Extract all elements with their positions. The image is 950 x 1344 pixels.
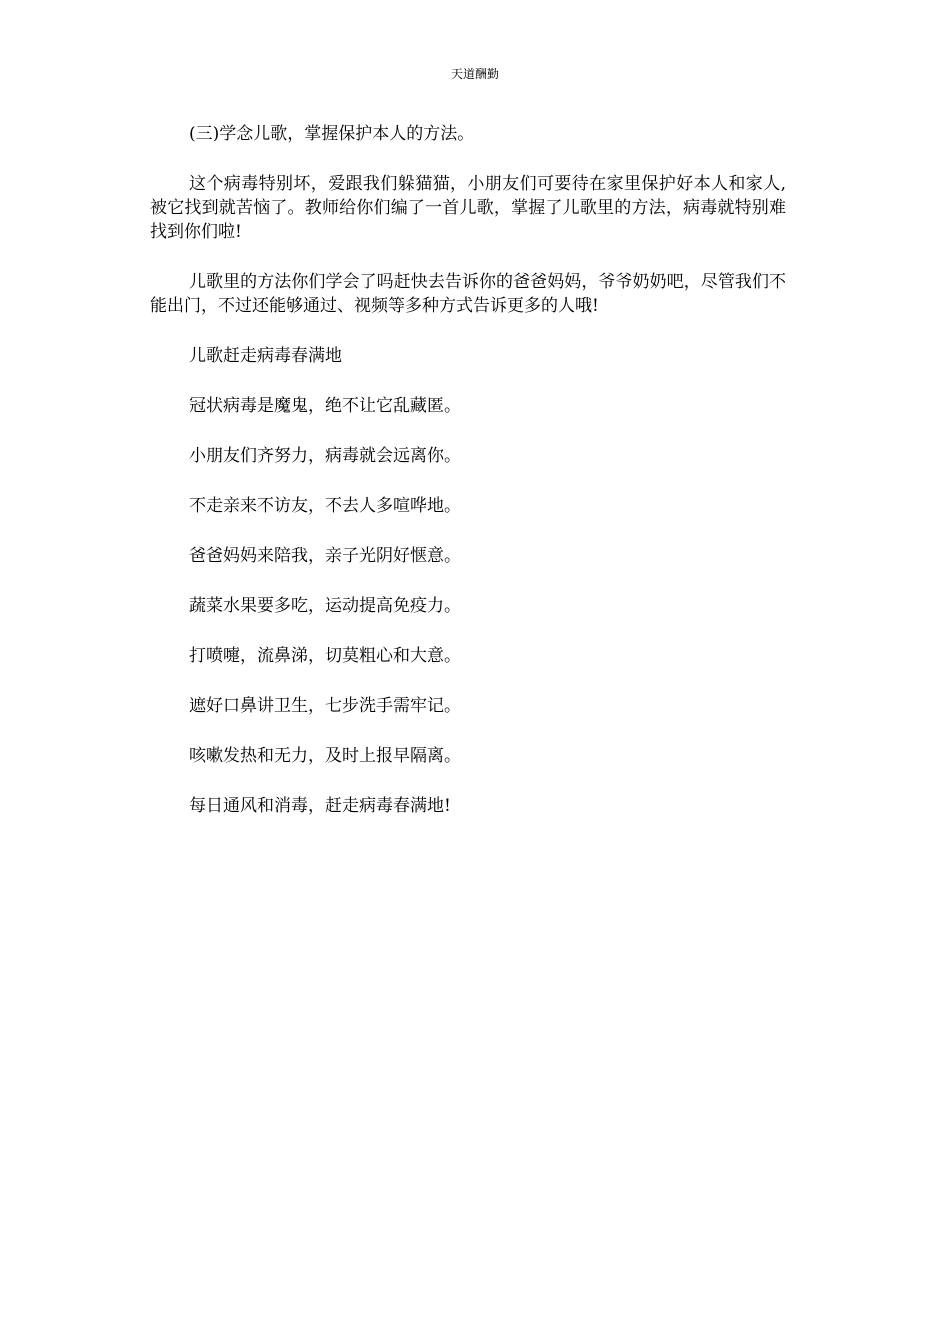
song-line: 蔬菜水果要多吃，运动提高免疫力。 [189, 596, 461, 616]
document-body [150, 122, 786, 844]
song-line: 不走亲来不访友，不去人多喧哗地。 [189, 496, 461, 516]
song-line: 小朋友们齐努力，病毒就会远离你。 [189, 446, 461, 466]
song-line: 冠状病毒是魔鬼，绝不让它乱藏匿。 [189, 396, 461, 416]
page-header: 天道酬勤 [450, 67, 499, 81]
section-heading: (三)学念儿歌，掌握保护本人的方法。 [189, 124, 475, 144]
song-title: 儿歌赶走病毒春满地 [189, 346, 342, 366]
paragraph: 儿歌里的方法你们学会了吗赶快去告诉你的爸爸妈妈，爷爷奶奶吧，尽管我们不能出门，不过还能够通过、视频等多种方式告诉更多的人哦! [150, 272, 786, 316]
paragraph: 这个病毒特别坏，爱跟我们躲猫猫，小朋友们可要待在家里保护好本人和家人,被它找到就苦恼了。教师给你们编了一首儿歌，掌握了儿歌里的方法，病毒就特别难找到你们啦! [150, 174, 786, 242]
song-line: 咳嗽发热和无力，及时上报早隔离。 [189, 746, 461, 766]
song-line: 遮好口鼻讲卫生，七步洗手需牢记。 [189, 696, 461, 716]
song-line: 爸爸妈妈来陪我，亲子光阴好惬意。 [189, 546, 461, 566]
song-line: 每日通风和消毒，赶走病毒春满地! [189, 796, 451, 816]
song-line: 打喷嚏，流鼻涕，切莫粗心和大意。 [189, 646, 461, 666]
